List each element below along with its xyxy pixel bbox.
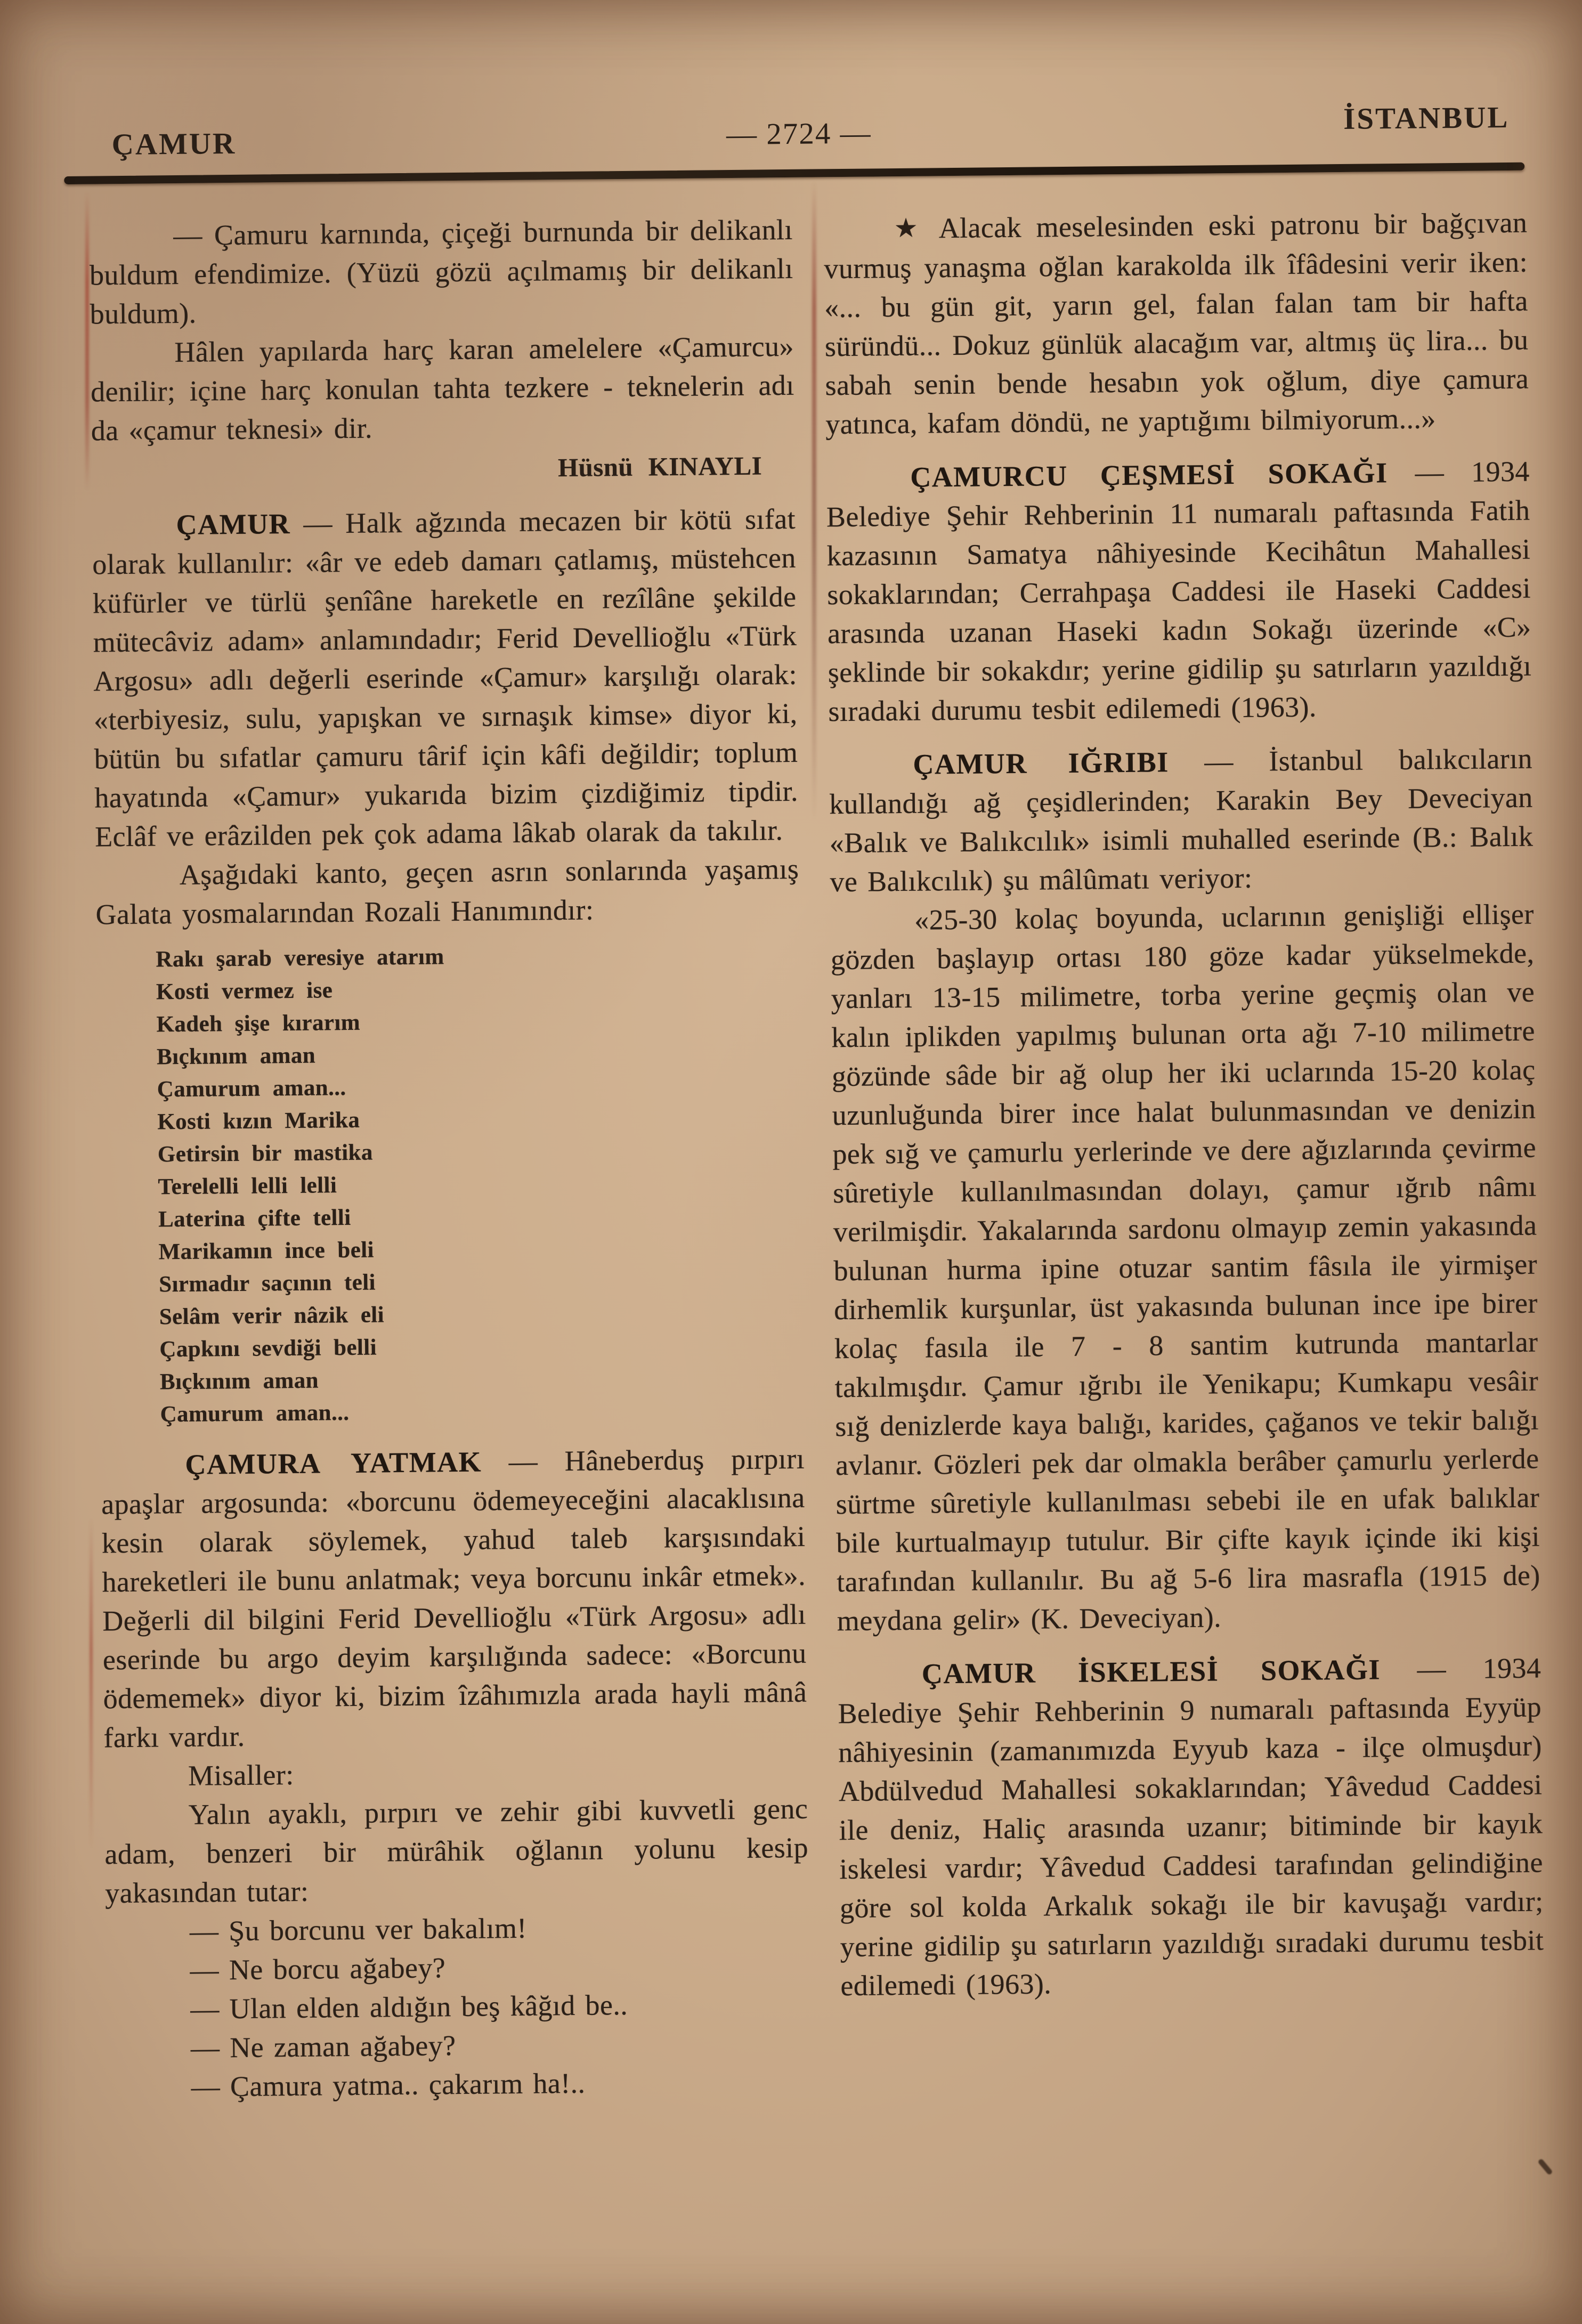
paragraph: «25-30 kolaç boyunda, uclarının genişliği ellişer gözden başlayıp ortası 180 göze kadar yükselmekde, yanları 13-15 milimetre, torba yerine geçmiş olan ve kalın iplikden yapılmış bulunan orta ağı 7-10 milimetre gözünde sâde bir ağ olup her iki uclarında 15-20 kolaç uzunluğunda birer ince halat bulunmasından ve denizin pek sığ ve çamurlu yerlerinde ve dere ağızlarında çevirme sûretiyle kullanılmasından dolayı, çamur ığrıb nâmı verilmişdir. Yakalarında sardonu olmayıp zemin yakasında bulunan hurma ipine otuzar santim fâsıla ile yirmişer dirhemlik kurşunlar, üst yakasında bulunan ince ipe birer kolaç fasıla ile 7 - 8 santim kutrunda mantarlar takılmışdır. Çamur ığrıbı ile Yenikapu; Kumkapu vesâir sığ denizlerde kaya balığı, karides, çağanos ve tekir balığı avlanır. Gözleri pek dar olmakla berâber çamurlu yerlerde sürtme sûretiyle kullanılması sebebi ile en ufak balıklar bile kurtualmayıp tutulur. Bir çifte kayık içinde iki kişi tarafından kullanılır. Bu ağ 5-6 lira masrafla (1915 de) meydana gelir» (K. Deveciyan).: [830, 898, 1540, 1637]
poem-line: Sırmadır saçının teli: [159, 1270, 376, 1297]
poem-line: Rakı şarab veresiye atarım: [156, 944, 444, 972]
entry-body: — 1934 Belediye Şehir Rehberinin 11 numaralı paftasında Fatih kazasının Samatya nâhiyesinde Kecihâtun Mahallesi sokaklarından; Cerrahpaşa Caddesi ile Haseki Caddesi arasında uzanan Haseki kadın Sokağı üzerinde «C» şeklinde bir sokakdır; yerine gidilip şu satırların yazıldığı sıradaki durumu tesbit edilemedi (1963).: [826, 455, 1532, 728]
paragraph-text: Alacak meselesinden eski patronu bir bağçıvan vurmuş yanaşma oğlan karakolda ilk îfâdesini verir iken: «... bu gün git, yarın gel, falan falan tam bir hafta süründü... Dokuz günlük alacağım var, altmış üç lira... bu sabah senin bende hesabın yok oğlum, diye çamura yatınca, kafam döndü, ne yaptığımı bilmiyorum...»: [824, 206, 1529, 441]
dialogue-line: — Şu borcunu ver bakalım!: [189, 1912, 528, 1947]
entry-heading: ÇAMURCU ÇEŞMESİ SOKAĞI: [910, 457, 1388, 493]
dialogue-line: — Çamura yatma.. çakarım ha!..: [191, 2067, 586, 2103]
header-entry-word: ÇAMUR: [111, 126, 237, 162]
right-column: [823, 204, 1545, 2101]
header-city: İSTANBUL: [1343, 100, 1510, 136]
dialogue-line: — Ne borcu ağabey?: [190, 1952, 446, 1986]
poem-line: Kosti kızın Marika: [157, 1107, 360, 1135]
entry-heading: ÇAMUR IĞRIBI: [913, 746, 1169, 781]
paragraph: Hâlen yapılarda harç karan amelelere «Çamurcu» denilir; içine harç konulan tahta tezkere - teknelerin adı da «çamur teknesi» dir.: [90, 330, 794, 447]
poem-line: Terelelli lelli lelli: [158, 1173, 337, 1200]
poem-line: Çapkını sevdiği belli: [159, 1335, 377, 1362]
entry-camur-igribi: [829, 740, 1534, 902]
paragraph: — Çamuru karnında, çiçeği burnunda bir delikanlı buldum efendimize. (Yüzü gözü açılmamış bir delikanlı buldum).: [89, 213, 793, 330]
text-columns: [0, 170, 1582, 2108]
kanto-poem: [156, 937, 804, 1431]
poem-line: Getirsin bir mastika: [157, 1140, 374, 1167]
paragraph: Misaller:: [188, 1759, 294, 1792]
entry-body: — Halk ağzında mecazen bir kötü sıfat olarak kullanılır: «âr ve edeb damarı çatlamış, müstehcen küfürler ve türlü şenîâne hareketle en rezîlâne şekilde mütecâviz adam» anlamındadır; Ferid Devellioğlu «Türk Argosu» adlı değerli eserinde «Çamur» karşılığı olarak: «terbiyesiz, sulu, yapışkan ve sırnaşık kimse» diyor ki, bütün bu sıfatlar çamuru târif için kâfi değildir; toplum hayatında «Çamur» yukarıda bizim çizdiğimiz tipdir. Eclâf ve erâzilden pek çok adama lâkab olarak da takılır.: [92, 502, 799, 853]
poem-line: Çamurum aman...: [160, 1400, 350, 1427]
star-icon: ★: [894, 212, 923, 244]
dialogue-line: — Ulan elden aldığın beş kâğıd be..: [190, 1989, 628, 2025]
entry-heading: ÇAMUR İSKELESİ SOKAĞI: [921, 1653, 1381, 1690]
page-number: — 2724 —: [726, 116, 872, 152]
entry-camura-yatmak: [101, 1440, 807, 1758]
entry-body: — İstanbul balıkcıların kullandığı ağ çeşidlerinden; Karakin Bey Deveciyan «Balık ve Balıkcılık» isimli muhalled eserinde (B.: Balık ve Balıkcılık) şu mâlûmatı veriyor:: [829, 742, 1534, 898]
poem-line: Kosti vermez ise: [156, 978, 333, 1005]
entry-heading: ÇAMURA YATMAK: [185, 1445, 482, 1481]
dialogue-line: — Ne zaman ağabey?: [190, 2029, 456, 2064]
poem-line: Marikamın ince beli: [158, 1237, 375, 1265]
entry-camur-iskelesi-sokagi: [837, 1649, 1544, 2006]
entry-body: — Hâneberduş pırpırı apaşlar argosunda: «borcunu ödemeyeceğini alacaklısına kesin olarak söylemek, yahud taleb karşısındaki hareketleri ile bunu anlatmak; veya borcunu inkâr etmek». Değerli dil bilgini Ferid Devellioğlu «Türk Argosu» adlı eserinde bu argo deyim karşılığında sadece: «Borcunu ödememek» diyor ki, bizim îzâhımızla arada hayli mânâ farkı vardır.: [101, 1442, 807, 1754]
paragraph: [823, 204, 1529, 444]
entry-camur: [92, 500, 799, 857]
entry-heading: ÇAMUR: [176, 507, 291, 541]
byline: Hüsnü KINAYLI: [557, 451, 762, 483]
paragraph: Yalın ayaklı, pırpırı ve zehir gibi kuvvetli genc adam, benzeri bir mürâhik oğlanın yolunu kesip yakasından tutar:: [104, 1792, 809, 1909]
poem-line: Bıçkınım aman: [159, 1368, 319, 1395]
poem-line: Çamurum aman...: [157, 1075, 346, 1102]
paragraph: Aşağıdaki kanto, geçen asrın sonlarında yaşamış Galata yosmalarından Rozali Hanımındır:: [95, 852, 799, 931]
poem-line: Selâm verir nâzik eli: [159, 1302, 385, 1330]
entry-body: — 1934 Belediye Şehir Rehberinin 9 numaralı paftasında Eyyüp nâhiyesinin (zamanımızda Eyyub kaza - ilçe olmuşdur) Abdülvedud Mahallesi sokaklarından; Yâvedud Caddesi ile deniz, Haliç arasında uzanır; bitiminde bir kayık iskelesi vardır; Yâvedud Caddesi tarafından gelindiğine göre sol kolda Arkalık sokağı ile bir kavuşağı vardır; yerine gidilip şu satırların yazıldığı sıradaki durumu tesbit edilemedi (1963).: [838, 1652, 1544, 2002]
entry-camurcu-cesmesi-sokagi: [826, 452, 1532, 732]
poem-line: Bıçkınım aman: [156, 1043, 316, 1070]
left-column: [89, 210, 810, 2108]
running-header: [111, 100, 1510, 162]
poem-line: Laterina çifte telli: [158, 1205, 351, 1232]
poem-line: Kadeh şişe kırarım: [156, 1010, 361, 1037]
